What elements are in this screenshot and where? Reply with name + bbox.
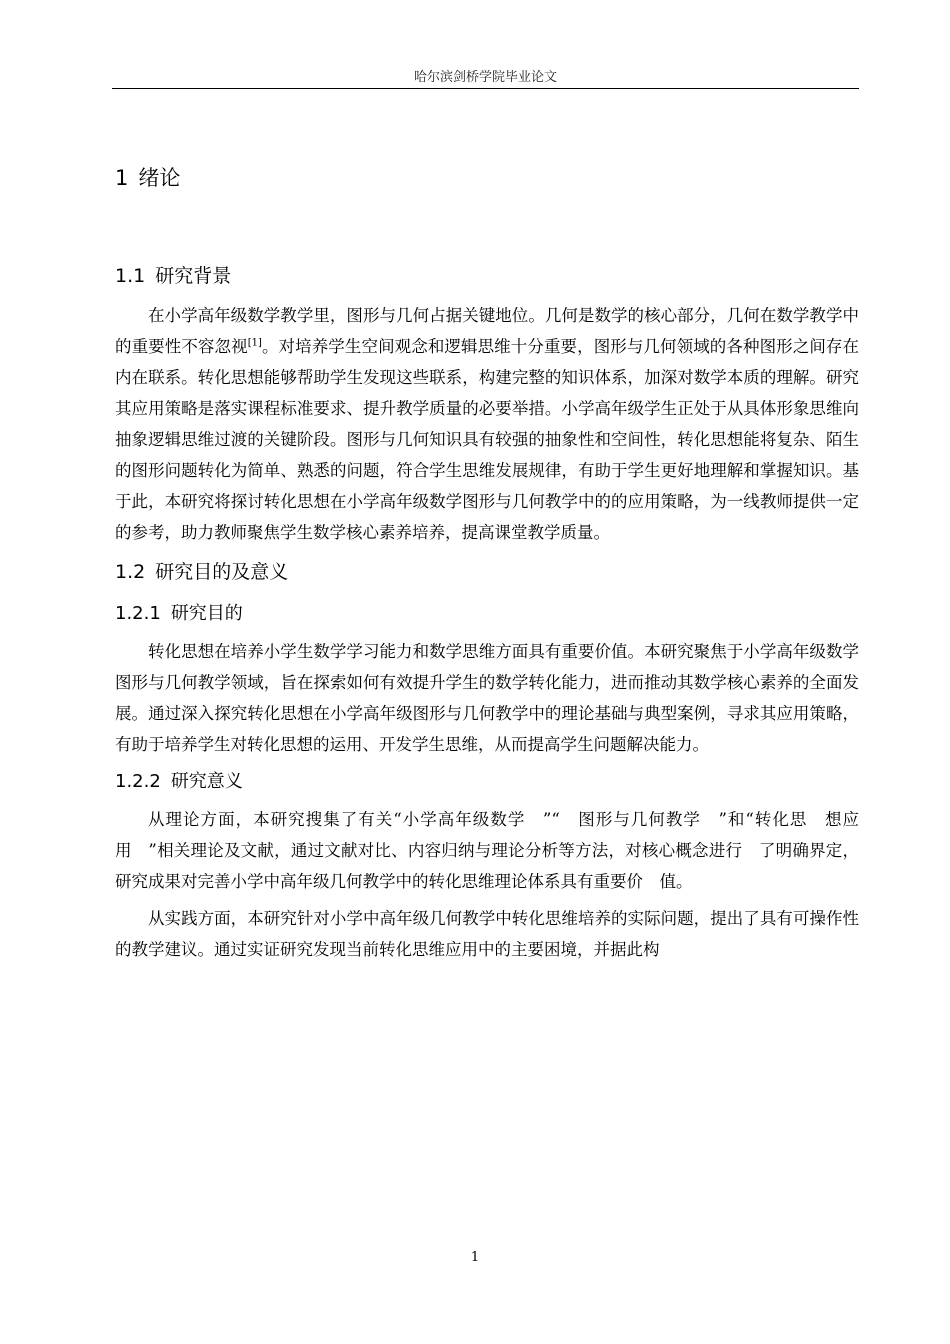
chapter-heading xyxy=(115,158,859,198)
subsection-title: 研究意义 xyxy=(170,771,243,792)
subsection-number: 1.2.1 xyxy=(115,603,161,624)
section-title: 研究背景 xyxy=(155,265,232,287)
section-number: 1.1 xyxy=(115,265,146,287)
paragraph-significance-practice: 从实践方面，本研究针对小学中高年级几何教学中转化思维培养的实际问题，提出了具有可操作性的教学建议。通过实证研究发现当前转化思维应用中的主要困境，并据此构 xyxy=(115,909,859,959)
subsection-heading-1-2-2 xyxy=(115,764,859,800)
citation-ref: [1] xyxy=(247,337,262,349)
page-content xyxy=(115,158,859,965)
paragraph-text: 在小学高年级数学教学里，图形与几何占据关键地位。几何是数学的核心部分，几何在数学教学中的重要性不容忽视 xyxy=(115,306,859,356)
header-rule xyxy=(112,88,859,89)
page-header-title: 哈尔滨剑桥学院毕业论文 xyxy=(413,70,557,85)
section-title: 研究目的及意义 xyxy=(155,561,289,583)
chapter-title: 绪论 xyxy=(138,166,181,190)
subsection-title: 研究目的 xyxy=(170,603,243,624)
section-number: 1.2 xyxy=(115,561,146,583)
section-heading-1-1 xyxy=(115,256,859,296)
chapter-number: 1 xyxy=(115,166,129,190)
paragraph-text: 。对培养学生空间观念和逻辑思维十分重要，图形与几何领域的各种图形之间存在内在联系。转化思想能够帮助学生发现这些联系，构建完整的知识体系，加深对数学本质的理解。研究其应用策略是落实课程标准要求、提升教学质量的必要举措。小学高年级学生正处于从具体形象思维向抽象逻辑思维过渡的关键阶段。图形与几何知识具有较强的抽象性和空间性，转化思想能将复杂、陌生的图形问题转化为简单、熟悉的问题，符合学生思维发展规律，有助于学生更好地理解和掌握知识。基于此，本研究将探讨转化思想在小学高年级数学图形与几何教学中的的应用策略，为一线教师提供一定的参考，助力教师聚焦学生数学核心素养培养，提高课堂教学质量。 xyxy=(115,337,860,542)
paragraph-significance-theory: 从理论方面，本研究搜集了有关“小学高年级数学 ”“ 图形与几何教学 ”和“转化思 想应用 ”相关理论及文献，通过文献对比、内容归纳与理论分析等方法，对核心概念进行 了明确界定，研究成果对完善小学中高年级几何教学中的转化思维理论体系具有重要价 值。 xyxy=(115,810,859,891)
page-number: 1 xyxy=(470,1250,480,1265)
subsection-number: 1.2.2 xyxy=(115,771,161,792)
paragraph-background xyxy=(115,300,859,548)
paragraph-purpose: 转化思想在培养小学生数学学习能力和数学思维方面具有重要价值。本研究聚焦于小学高年级数学图形与几何教学领域，旨在探索如何有效提升学生的数学转化能力，进而推动其数学核心素养的全面发展。通过深入探究转化思想在小学高年级图形与几何教学中的理论基础与典型案例，寻求其应用策略，有助于培养学生对转化思想的运用、开发学生思维，从而提高学生问题解决能力。 xyxy=(115,642,859,754)
subsection-heading-1-2-1 xyxy=(115,596,859,632)
section-heading-1-2 xyxy=(115,552,859,592)
